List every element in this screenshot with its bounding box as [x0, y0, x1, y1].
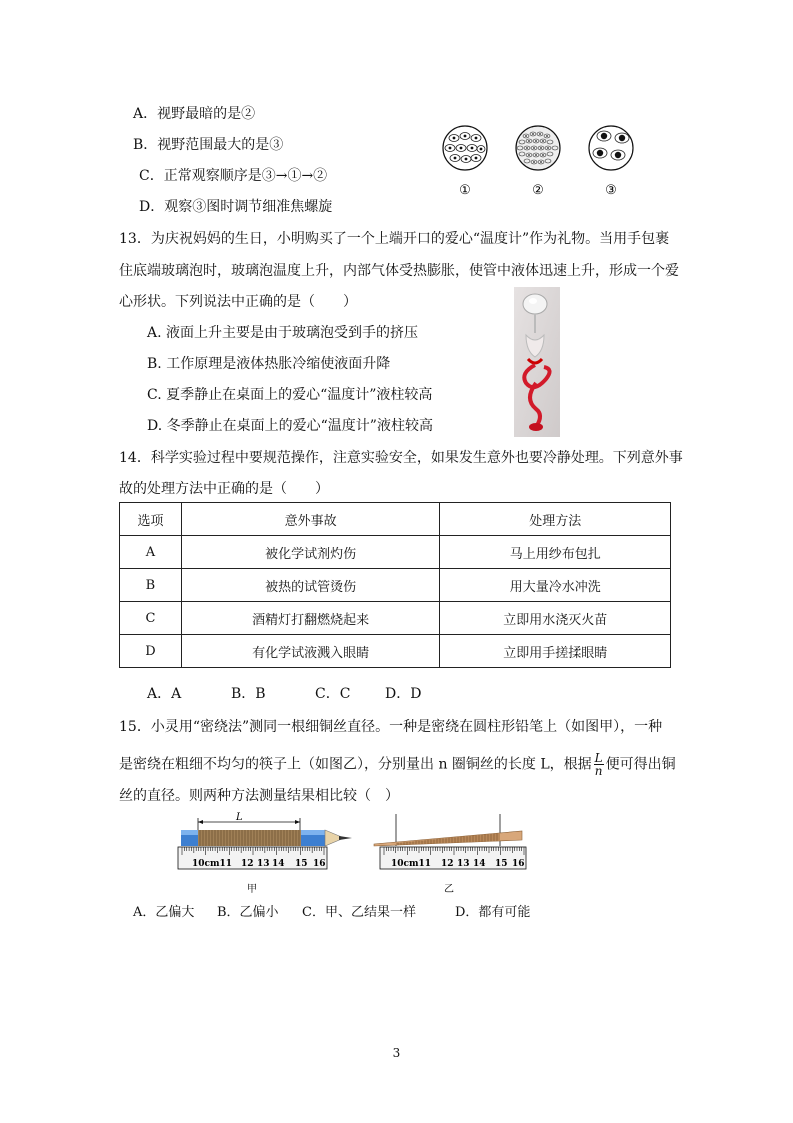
q15-line-1: 15．小灵用“密绕法”测同一根细铜丝直径。一种是密绕在圆柱形铅笔上（如图甲），一种 — [119, 719, 663, 735]
cell-option: D — [120, 635, 182, 668]
q15-line-2 — [119, 752, 676, 777]
q12-option-d: D．观察③图时调节细准焦螺旋 — [139, 199, 333, 215]
q13-option-b: B. 工作原理是液体热胀冷缩使液面升降 — [147, 356, 391, 372]
field-3 — [589, 126, 633, 170]
ruler-tick-label: 12 — [241, 859, 254, 869]
q15-line-2-tail: 便可得出铜 — [605, 756, 676, 773]
ruler-tick-label: 16 — [313, 859, 326, 869]
cell-method: 立即用水浇灭火苗 — [440, 602, 671, 635]
length-label: L — [236, 812, 243, 823]
accident-table — [119, 502, 671, 668]
table-row — [120, 635, 671, 668]
q12-option-a: A．视野最暗的是② — [133, 106, 256, 122]
q13-line-3: 心形状。下列说法中正确的是（ ） — [119, 294, 357, 310]
q13-option-c: C. 夏季静止在桌面上的爱心“温度计”液柱较高 — [147, 387, 433, 403]
q13-option-a: A. 液面上升主要是由于玻璃泡受到手的挤压 — [147, 325, 419, 341]
q14-line-1: 14．科学实验过程中要规范操作，注意实验安全，如果发生意外也要冷静处理。下列意外事 — [119, 450, 683, 466]
field-label-2: ② — [532, 183, 544, 198]
header-option: 选项 — [120, 503, 182, 536]
header-accident: 意外事故 — [181, 503, 440, 536]
figure-caption-jia: 甲 — [247, 884, 257, 895]
ruler-tick-label: 13 — [257, 859, 270, 869]
q14-answer-a: A．A — [147, 686, 182, 702]
q13-line-1: 13．为庆祝妈妈的生日，小明购买了一个上端开口的爱心“温度计”作为礼物。当用手包裹 — [119, 231, 670, 247]
q13-option-d: D. 冬季静止在桌面上的爱心“温度计”液柱较高 — [147, 418, 433, 434]
page-number: 3 — [392, 1046, 401, 1060]
table-header-row — [120, 503, 671, 536]
cell-accident: 被化学试剂灼伤 — [181, 536, 440, 569]
q13-line-2: 住底端玻璃泡时，玻璃泡温度上升，内部气体受热膨胀，使管中液体迅速上升，形成一个爱 — [119, 263, 679, 279]
q15-option-b: B．乙偏小 — [217, 905, 279, 920]
field-2 — [516, 126, 560, 170]
q14-answer-c: C．C — [315, 686, 351, 702]
q15-option-c: C．甲、乙结果一样 — [302, 905, 416, 920]
field-label-3: ③ — [605, 183, 617, 198]
cell-option: B — [120, 569, 182, 602]
figure-jia-pencil-ruler — [176, 810, 360, 896]
l-over-n-fraction — [594, 752, 604, 777]
microscope-fields-figure — [440, 122, 640, 200]
q15-option-a: A．乙偏大 — [133, 905, 195, 920]
cell-accident: 有化学试液溅入眼睛 — [181, 635, 440, 668]
figure-yi-chopstick-ruler — [372, 810, 532, 896]
ruler-tick-label: 15 — [495, 859, 508, 869]
cell-option: A — [120, 536, 182, 569]
ruler-tick-label: 10cm11 — [391, 859, 432, 869]
cell-method: 立即用手搓揉眼睛 — [440, 635, 671, 668]
q15-line-3: 丝的直径。则两种方法测量结果相比较（ ） — [119, 788, 399, 804]
q12-option-b: B．视野范围最大的是③ — [133, 137, 284, 153]
ruler-tick-label: 13 — [457, 859, 470, 869]
q15-line-2-text: 是密绕在粗细不均匀的筷子上（如图乙），分别量出 n 圈铜丝的长度 L，根据 — [119, 756, 592, 773]
fraction-denominator: n — [594, 764, 603, 778]
q15-option-d: D．都有可能 — [455, 905, 531, 920]
fraction-numerator: L — [594, 751, 603, 765]
ruler-tick-label: 10cm11 — [192, 859, 233, 869]
ruler-tick-label: 14 — [272, 859, 285, 869]
cell-accident: 酒精灯打翻燃烧起来 — [181, 602, 440, 635]
field-1 — [443, 126, 487, 170]
ruler-tick-label: 16 — [512, 859, 525, 869]
table-row — [120, 569, 671, 602]
table-row — [120, 602, 671, 635]
cell-option: C — [120, 602, 182, 635]
table-row — [120, 536, 671, 569]
ruler-tick-label: 12 — [441, 859, 454, 869]
heart-thermometer-photo — [514, 287, 560, 437]
header-method: 处理方法 — [440, 503, 671, 536]
field-label-1: ① — [459, 183, 471, 198]
q14-answer-b: B．B — [231, 686, 266, 702]
ruler-tick-label: 14 — [473, 859, 486, 869]
cell-method: 马上用纱布包扎 — [440, 536, 671, 569]
figure-caption-yi: 乙 — [444, 884, 454, 895]
cell-accident: 被热的试管烫伤 — [181, 569, 440, 602]
q14-answer-d: D．D — [385, 686, 422, 702]
q14-line-2: 故的处理方法中正确的是（ ） — [119, 481, 329, 497]
ruler-tick-label: 15 — [295, 859, 308, 869]
q12-option-c: C．正常观察顺序是③→①→② — [139, 168, 328, 184]
cell-method: 用大量冷水冲洗 — [440, 569, 671, 602]
